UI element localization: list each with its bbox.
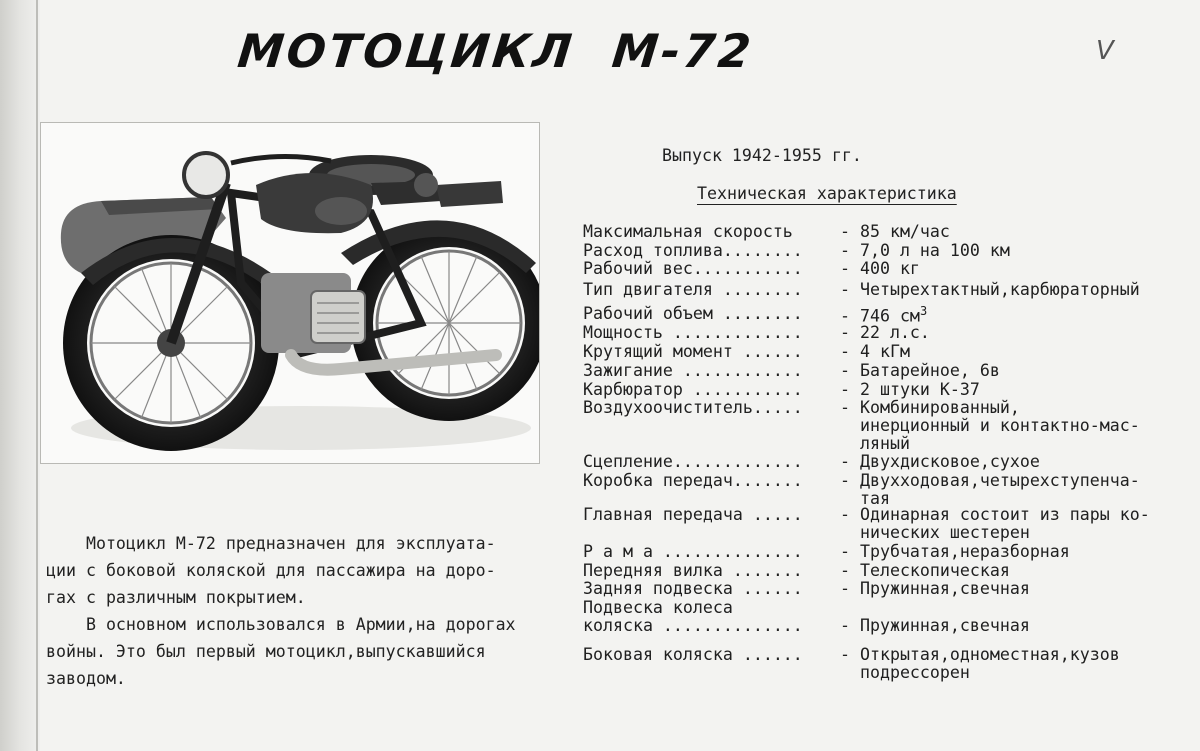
spec-name: Рабочий объем ........ xyxy=(583,304,803,323)
spec-value: - Пружинная,свечная xyxy=(840,579,1030,598)
spec-value: - Двухдисковое,сухое xyxy=(840,452,1040,471)
spec-value: - Одинарная состоит из пары ко- xyxy=(840,505,1150,524)
spec-value-continued: инерционный и контактно-мас- xyxy=(840,416,1140,435)
description-line: Мотоцикл М-72 предназначен для эксплуата- xyxy=(46,534,496,553)
spec-name: Задняя подвеска ...... xyxy=(583,579,803,598)
spec-name: Тип двигателя ........ xyxy=(583,280,803,299)
spec-name: Мощность ............. xyxy=(583,323,803,342)
spec-name: Расход топлива........ xyxy=(583,241,803,260)
spec-value: - Двухходовая,четырехступенча- xyxy=(840,471,1140,490)
spec-value: - 85 км/час xyxy=(840,222,950,241)
release-years: Выпуск 1942-1955 гг. xyxy=(662,146,862,165)
spec-value: - 22 л.с. xyxy=(840,323,930,342)
spec-value: - Комбинированный, xyxy=(840,398,1020,417)
spec-name: Боковая коляска ...... xyxy=(583,645,803,664)
spec-value: - 4 кГм xyxy=(840,342,910,361)
spec-name: Крутящий момент ...... xyxy=(583,342,803,361)
motorcycle-with-sidecar-icon xyxy=(41,123,540,464)
spec-value-superscript: 3 xyxy=(919,304,928,318)
motorcycle-photo xyxy=(40,122,540,464)
binding-edge xyxy=(0,0,40,751)
spec-value: - Телескопическая xyxy=(840,561,1010,580)
page-title: МОТОЦИКЛ М-72 xyxy=(235,24,757,78)
spec-value-continued: ляный xyxy=(840,434,910,453)
spec-value-continued: подрессорен xyxy=(840,663,970,682)
spec-value: - Батарейное, 6в xyxy=(840,361,1000,380)
spec-name: Главная передача ..... xyxy=(583,505,803,524)
spec-value: - Пружинная,свечная xyxy=(840,616,1030,635)
spec-value: - 746 $см^3$ xyxy=(840,304,928,326)
spec-value: - Трубчатая,неразборная xyxy=(840,542,1070,561)
spec-name: Подвеска колеса xyxy=(583,598,733,617)
spec-value: - Открытая,одноместная,кузов xyxy=(840,645,1120,664)
description-line: ции с боковой коляской для пассажира на доро- xyxy=(46,561,496,580)
description-line: В основном использовался в Армии,на дорогах xyxy=(46,615,516,634)
spec-value: - 2 штуки К-37 xyxy=(840,380,980,399)
spec-value: - 400 кг xyxy=(840,259,920,278)
spec-value: - Четырехтактный,карбюраторный xyxy=(840,280,1140,299)
pencil-check-mark: V xyxy=(1096,36,1114,66)
description-line: гах с различным покрытием. xyxy=(46,588,306,607)
binding-seam xyxy=(36,0,38,751)
spec-name: Передняя вилка ....... xyxy=(583,561,803,580)
spec-value-continued: нических шестерен xyxy=(840,523,1030,542)
spec-name: Коробка передач....... xyxy=(583,471,803,490)
description-line: войны. Это был первый мотоцикл,выпускавшийся xyxy=(46,642,486,661)
spec-name: Р а м а .............. xyxy=(583,542,803,561)
description-line: заводом. xyxy=(46,669,126,688)
spec-name: Максимальная скорость xyxy=(583,222,793,241)
spec-name: Сцепление............. xyxy=(583,452,803,471)
spec-name: Зажигание ............ xyxy=(583,361,803,380)
specs-heading: Техническая характеристика xyxy=(697,184,957,203)
spec-name: Рабочий вес........... xyxy=(583,259,803,278)
spec-name: коляска .............. xyxy=(583,616,803,635)
spec-value-continued: тая xyxy=(840,489,890,508)
spec-name: Карбюратор ........... xyxy=(583,380,803,399)
spec-name: Воздухоочиститель..... xyxy=(583,398,803,417)
spec-value: - 7,0 л на 100 км xyxy=(840,241,1010,260)
